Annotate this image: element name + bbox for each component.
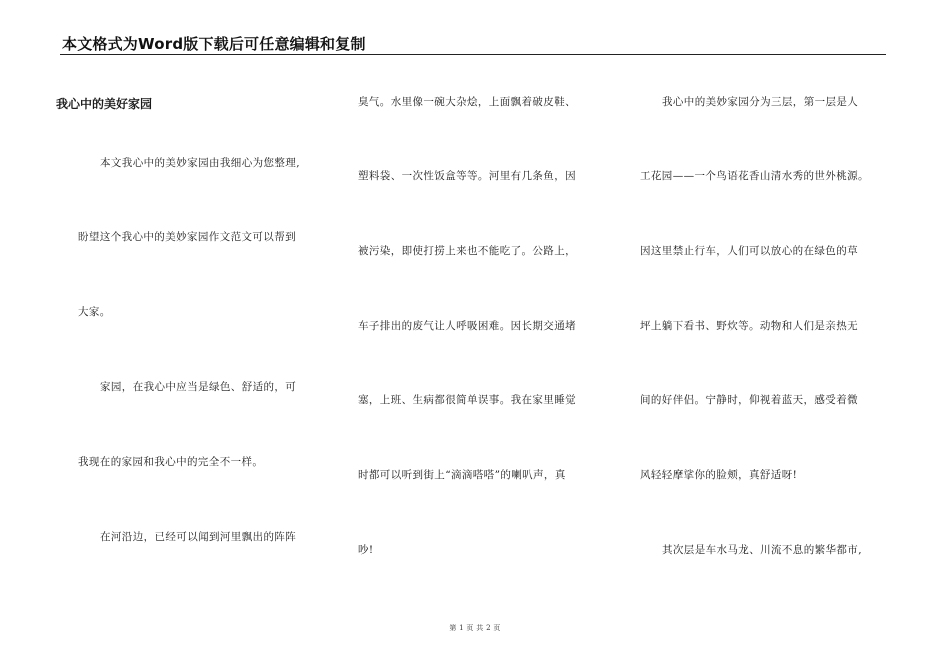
- text-line: 间的好伴侣。宁静时，仰视着蓝天，感受着微: [640, 394, 858, 406]
- text-line: 本文我心中的美妙家园由我细心为您整理,: [100, 157, 300, 169]
- text-line: 家园，在我心中应当是绿色、舒适的，可: [100, 381, 297, 393]
- text-line: 车子排出的废气让人呼吸困难。因长期交通堵: [358, 320, 576, 332]
- text-line: 工花园——一个鸟语花香山清水秀的世外桃源。: [640, 170, 869, 182]
- text-line: 吵!: [358, 544, 374, 556]
- text-line: 盼望这个我心中的美妙家园作文范文可以帮到: [78, 231, 296, 243]
- header-rule: [60, 54, 886, 55]
- text-line: 臭气。水里像一碗大杂烩，上面飘着破皮鞋、: [358, 96, 576, 108]
- text-line: 我现在的家园和我心中的完全不一样。: [78, 456, 264, 468]
- text-line: 塞，上班、生病都很简单误事。我在家里睡觉: [358, 394, 576, 406]
- text-line: 大家。: [78, 306, 111, 318]
- document-header: 本文格式为Word版下载后可任意编辑和复制: [62, 35, 366, 53]
- text-line: 风轻轻摩挲你的脸颊，真舒适呀!: [640, 469, 798, 481]
- page-footer: 第 1 页 共 2 页: [449, 624, 501, 632]
- text-line: 被污染，即使打捞上来也不能吃了。公路上，: [358, 245, 576, 257]
- text-line: 其次层是车水马龙、川流不息的繁华都市,: [662, 544, 862, 556]
- text-line: 塑料袋、一次性饭盒等等。河里有几条鱼，因: [358, 170, 576, 182]
- text-line: 时都可以听到街上“滴滴嗒嗒”的喇叭声，真: [358, 469, 566, 481]
- text-line: 坪上躺下看书、野炊等。动物和人们是亲热无: [640, 320, 858, 332]
- text-line: 我心中的美妙家园分为三层，第一层是人: [662, 96, 859, 108]
- text-line: 因这里禁止行车，人们可以放心的在绿色的草: [640, 245, 858, 257]
- article-title: 我心中的美好家园: [56, 97, 153, 111]
- text-line: 在河沿边，已经可以闻到河里飘出的阵阵: [100, 531, 297, 543]
